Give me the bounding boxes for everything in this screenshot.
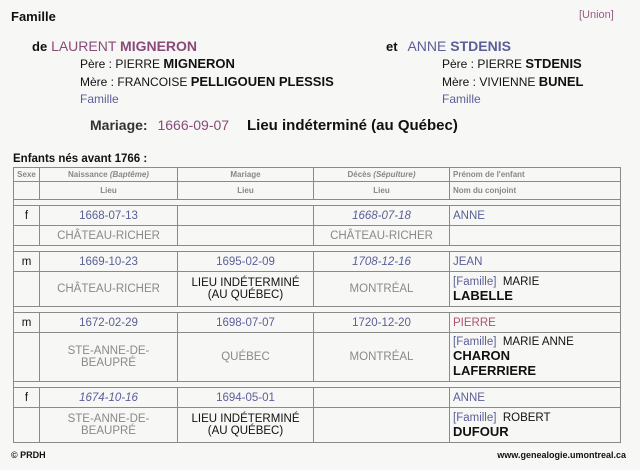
child-blank [14, 333, 40, 382]
header-row-2 [14, 182, 621, 200]
wife-father-label: Père : [442, 57, 475, 71]
marriage-line [90, 117, 458, 134]
husband-prefix: de [32, 39, 48, 54]
birth-place-line-2: BEAUPRÉ [81, 425, 136, 437]
header-sex: Sexe [14, 168, 40, 182]
child-spouse [450, 226, 621, 246]
child-sex: m [14, 313, 40, 333]
child-marriage-date: 1695-02-09 [178, 252, 314, 272]
header-place-death: Lieu [314, 182, 450, 200]
table-row [14, 272, 621, 307]
wife-mother [442, 74, 584, 89]
child-death-date: 1668-07-18 [314, 206, 450, 226]
wife-father [442, 56, 582, 71]
child-spouse [450, 272, 621, 307]
husband-last-name: MIGNERON [120, 38, 198, 54]
child-sex: f [14, 206, 40, 226]
table-row [14, 388, 621, 408]
child-spouse [450, 408, 621, 443]
child-marriage-date: 1694-05-01 [178, 388, 314, 408]
marriage-date: 1666-09-07 [157, 117, 230, 133]
husband-first-name: LAURENT [51, 38, 117, 54]
header-death-note: (Sépulture) [373, 170, 416, 179]
child-name-link[interactable]: ANNE [450, 388, 621, 408]
spouse-last-name-2: LAFERRIERE [453, 363, 537, 378]
husband-mother-last: PELLIGOUEN PLESSIS [190, 74, 334, 89]
birth-place-line-1: STE-ANNE-DE- [67, 413, 150, 425]
wife-mother-last: BUNEL [538, 74, 584, 89]
husband-mother-label: Mère : [80, 75, 115, 89]
husband-mother-first: FRANCOISE [117, 75, 188, 89]
table-row [14, 206, 621, 226]
header-death-label: Décès [347, 170, 372, 179]
child-marriage-date [178, 206, 314, 226]
child-birth-place: CHÂTEAU-RICHER [40, 226, 178, 246]
child-marriage-place [178, 226, 314, 246]
header-row-1 [14, 168, 621, 182]
wife-father-first: PIERRE [477, 57, 523, 71]
child-name-link[interactable]: JEAN [450, 252, 621, 272]
spouse-family-link[interactable]: [Famille] [453, 411, 497, 424]
husband-father-last: MIGNERON [163, 56, 235, 71]
spouse-last-name: LABELLE [453, 287, 513, 303]
header-place-birth: Lieu [40, 182, 178, 200]
child-birth-date: 1669-10-23 [40, 252, 178, 272]
marriage-place-line-1: LIEU INDÉTERMINÉ [191, 413, 300, 425]
marriage-place-line-2: (AU QUÉBEC) [207, 425, 284, 437]
spouse-family-link[interactable]: [Famille] [453, 336, 497, 348]
child-death-date: 1708-12-16 [314, 252, 450, 272]
child-death-place: MONTRÉAL [314, 333, 450, 382]
spouse-family-link[interactable]: [Famille] [453, 275, 497, 288]
husband-father-label: Père : [80, 57, 113, 71]
husband-father-first: PIERRE [115, 57, 161, 71]
union-link[interactable]: [Union] [579, 9, 614, 21]
wife-father-last: STDENIS [525, 56, 582, 71]
children-table [13, 167, 621, 443]
child-marriage-place: QUÉBEC [178, 333, 314, 382]
spouse-last-name-1: CHARON [453, 348, 511, 363]
child-marriage-date: 1698-07-07 [178, 313, 314, 333]
child-birth-date: 1672-02-29 [40, 313, 178, 333]
header-death [314, 168, 450, 182]
child-name-link[interactable]: PIERRE [450, 313, 621, 333]
table-row [14, 226, 621, 246]
spouse-last-name: DUFOUR [453, 423, 509, 439]
child-marriage-place [178, 408, 314, 443]
child-death-date: 1720-12-20 [314, 313, 450, 333]
table-row [14, 408, 621, 443]
footer-copyright: © PRDH [11, 450, 46, 460]
wife-prefix: et [386, 39, 398, 54]
wife-mother-label: Mère : [442, 75, 477, 89]
header-blank [14, 182, 40, 200]
child-sex: m [14, 252, 40, 272]
child-birth-place [40, 408, 178, 443]
spouse-first-name: MARIE ANNE [502, 336, 574, 348]
birth-place-line-2: BEAUPRÉ [81, 357, 136, 369]
child-birth-date: 1668-07-13 [40, 206, 178, 226]
birth-place-line-1: STE-ANNE-DE- [67, 345, 150, 357]
wife-mother-first: VIVIENNE [479, 75, 536, 89]
marriage-place-line-2: (AU QUÉBEC) [207, 289, 284, 301]
header-child-name: Prénom de l'enfant [450, 168, 621, 182]
wife-first-name: ANNE [407, 38, 447, 54]
child-sex: f [14, 388, 40, 408]
header-marriage: Mariage [178, 168, 314, 182]
table-row [14, 252, 621, 272]
husband-father [80, 56, 235, 71]
child-death-date [314, 388, 450, 408]
child-blank [14, 408, 40, 443]
husband-mother [80, 74, 334, 89]
husband-line [32, 38, 197, 54]
page-title: Famille [11, 9, 56, 24]
wife-line [386, 38, 511, 54]
table-row [14, 333, 621, 382]
footer-url[interactable]: www.genealogie.umontreal.ca [497, 450, 626, 460]
spouse-first-name: ROBERT [502, 411, 551, 424]
table-row [14, 313, 621, 333]
child-birth-date: 1674-10-16 [40, 388, 178, 408]
child-marriage-place [178, 272, 314, 307]
marriage-label: Mariage: [90, 117, 148, 133]
child-death-place: MONTRÉAL [314, 272, 450, 307]
child-death-place [314, 408, 450, 443]
children-section-title: Enfants nés avant 1766 : [13, 153, 148, 165]
header-birth [40, 168, 178, 182]
spouse-first-name: MARIE [502, 275, 540, 288]
child-birth-place [40, 333, 178, 382]
child-blank [14, 272, 40, 307]
header-birth-note: (Baptême) [109, 170, 149, 179]
child-spouse [450, 333, 621, 382]
child-name-link[interactable]: ANNE [450, 206, 621, 226]
child-birth-place: CHÂTEAU-RICHER [40, 272, 178, 307]
wife-family-link[interactable]: Famille [442, 92, 481, 106]
child-blank [14, 226, 40, 246]
header-spouse: Nom du conjoint [450, 182, 621, 200]
wife-last-name: STDENIS [450, 38, 511, 54]
header-place-marriage: Lieu [178, 182, 314, 200]
marriage-place: Lieu indéterminé (au Québec) [246, 117, 458, 134]
marriage-place-line-1: LIEU INDÉTERMINÉ [191, 277, 300, 289]
header-birth-label: Naissance [68, 170, 108, 179]
husband-family-link[interactable]: Famille [80, 92, 119, 106]
child-death-place: CHÂTEAU-RICHER [314, 226, 450, 246]
